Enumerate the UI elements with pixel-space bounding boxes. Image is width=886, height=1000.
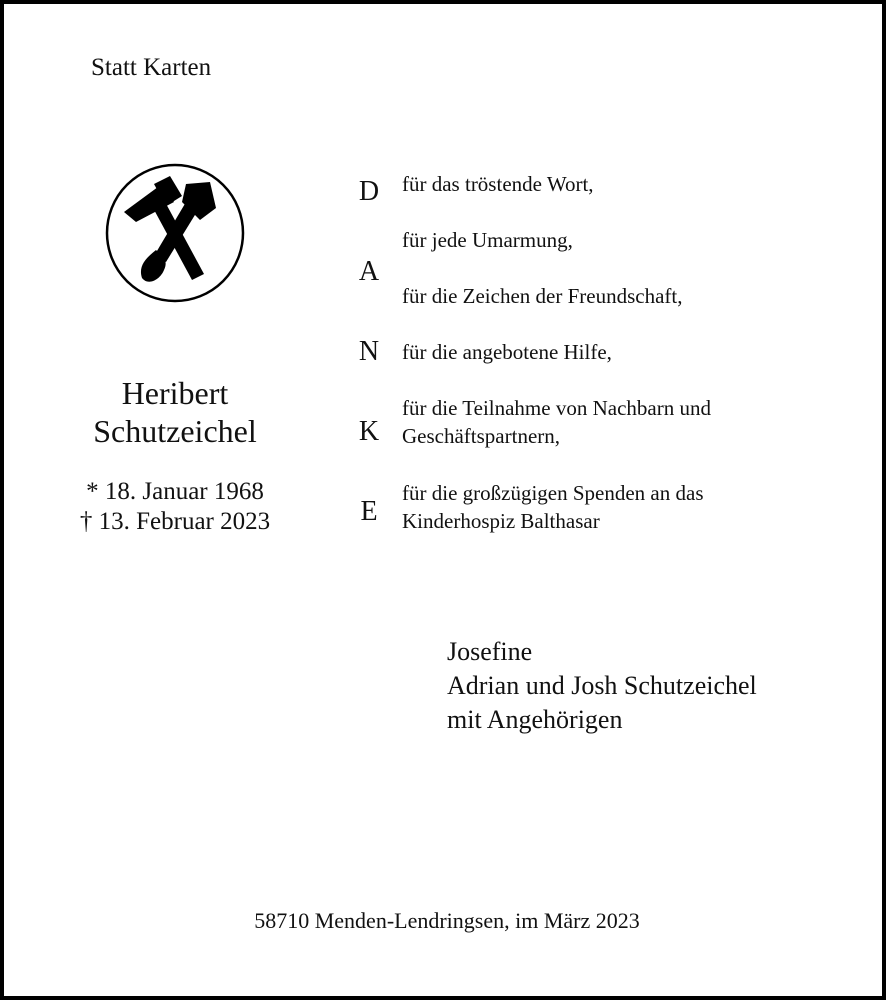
signature-line: mit Angehörigen	[447, 705, 623, 734]
dank-line: für die Zeichen der Freundschaft,	[402, 284, 683, 308]
dank-line: für jede Umarmung,	[402, 228, 573, 252]
footer-place-date: 58710 Menden-Lendringsen, im März 2023	[254, 908, 640, 933]
dank-letter-k: K	[358, 416, 380, 447]
death-date: † 13. Februar 2023	[79, 508, 271, 535]
dank-letter-n: N	[358, 336, 380, 367]
first-name: Heribert	[121, 375, 229, 411]
dank-letter-a: A	[358, 256, 380, 287]
dank-line: Geschäftspartnern,	[402, 424, 561, 448]
heading: Statt Karten	[91, 54, 212, 81]
signature-line: Josefine	[447, 637, 533, 666]
dank-letter-d: D	[358, 176, 380, 207]
crossed-hammers-icon	[104, 162, 246, 304]
dank-line: für die angebotene Hilfe,	[402, 340, 612, 364]
dank-line: für die großzügigen Spenden an das	[402, 481, 704, 505]
dank-line: für die Teilnahme von Nachbarn und	[402, 396, 711, 420]
last-name: Schutzeichel	[93, 413, 257, 449]
birth-date: * 18. Januar 1968	[86, 478, 264, 505]
dank-letter-e: E	[360, 496, 378, 527]
signature-line: Adrian und Josh Schutzeichel	[447, 671, 757, 700]
dank-line: Kinderhospiz Balthasar	[402, 509, 600, 533]
dank-line: für das tröstende Wort,	[402, 172, 594, 196]
